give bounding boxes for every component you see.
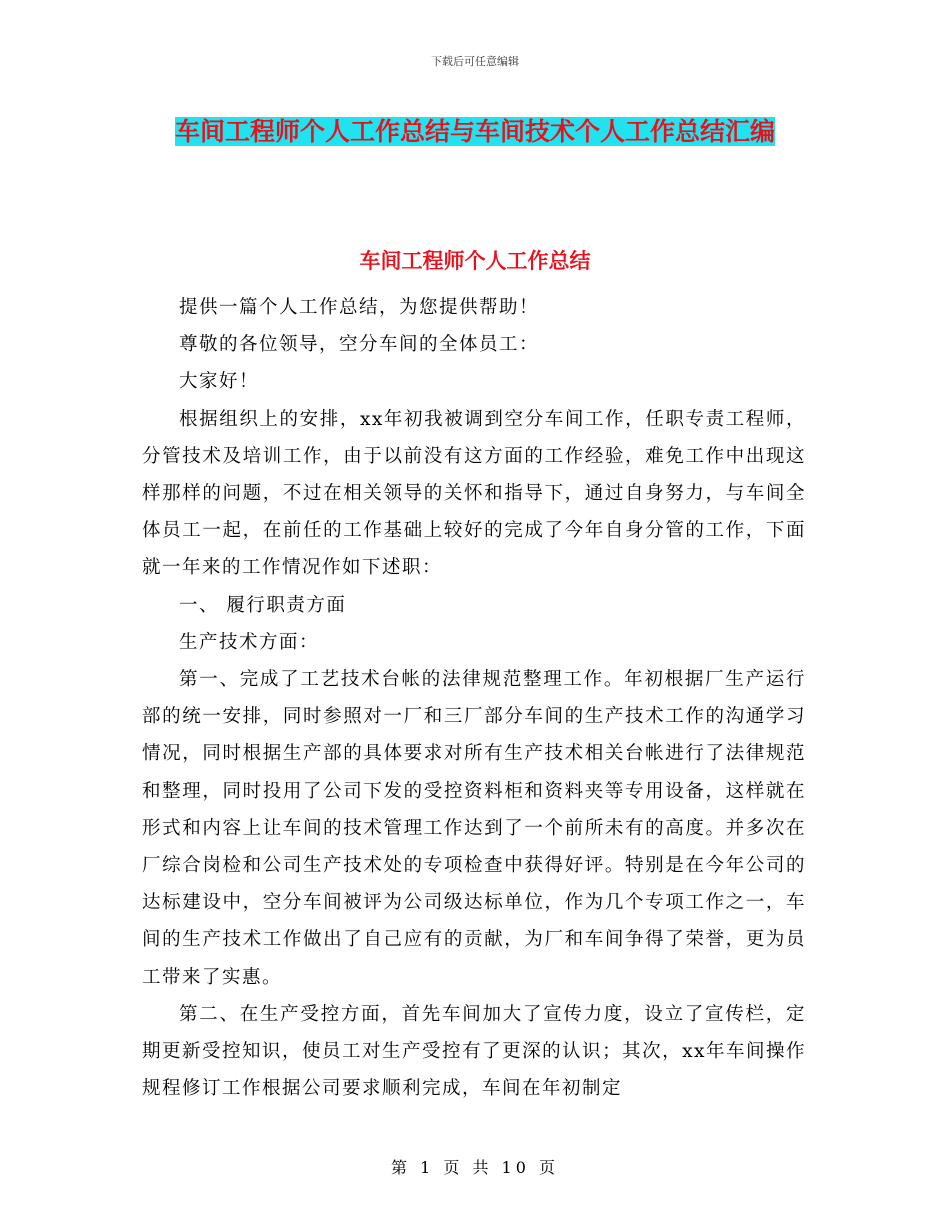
paragraph: 第一、完成了工艺技术台帐的法律规范整理工作。年初根据厂生产运行部的统一安排，同时参照对一厂和三厂部分车间的生产技术工作的沟通学习情况，同时根据生产部的具体要求对所有生产技术相关台帐进行了法律规范和整理，同时投用了公司下发的受控资料柜和资料夹等专用设备，这样就在形式和内容上让车间的技术管理工作达到了一个前所未有的高度。并多次在厂综合岗检和公司生产技术处的专项检查中获得好评。特别是在今年公司的达标建设中，空分车间被评为公司级达标单位，作为几个专项工作之一，车间的生产技术工作做出了自己应有的贡献，为厂和车间争得了荣誉，更为员工带来了实惠。 — [142, 669, 806, 988]
paragraph: 大家好！ — [179, 371, 260, 393]
section-title: 车间工程师个人工作总结 — [359, 249, 591, 273]
document-body — [142, 289, 806, 1107]
paragraph: 根据组织上的安排，xx年初我被调到空分车间工作，任职专责工程师，分管技术及培训工作，由于以前没有这方面的工作经验，难免工作中出现这样那样的问题，不过在相关领导的关怀和指导下，通过自身努力，与车间全体员工一起，在前任的工作基础上较好的完成了今年自身分管的工作，下面就一年来的工作情况作如下述职： — [142, 408, 806, 579]
paragraph: 第二、在生产受控方面，首先车间加大了宣传力度，设立了宣传栏，定期更新受控知识，使员工对生产受控有了更深的认识；其次，xx年车间操作规程修订工作根据公司要求顺利完成，车间在年初制定 — [142, 1003, 806, 1100]
paragraph: 尊敬的各位领导，空分车间的全体员工： — [179, 334, 540, 356]
paragraph: 提供一篇个人工作总结，为您提供帮助！ — [179, 297, 540, 318]
document-title — [143, 110, 807, 154]
paragraph-heading: 一、 履行职责方面 — [179, 594, 347, 616]
paragraph: 生产技术方面： — [179, 631, 320, 653]
page-footer: 第 1 页 共 10 页 — [391, 1158, 559, 1177]
document-title-text: 车间工程师个人工作总结与车间技术个人工作总结汇编 — [174, 117, 775, 146]
header-note: 下载后可任意编辑 — [431, 55, 519, 68]
